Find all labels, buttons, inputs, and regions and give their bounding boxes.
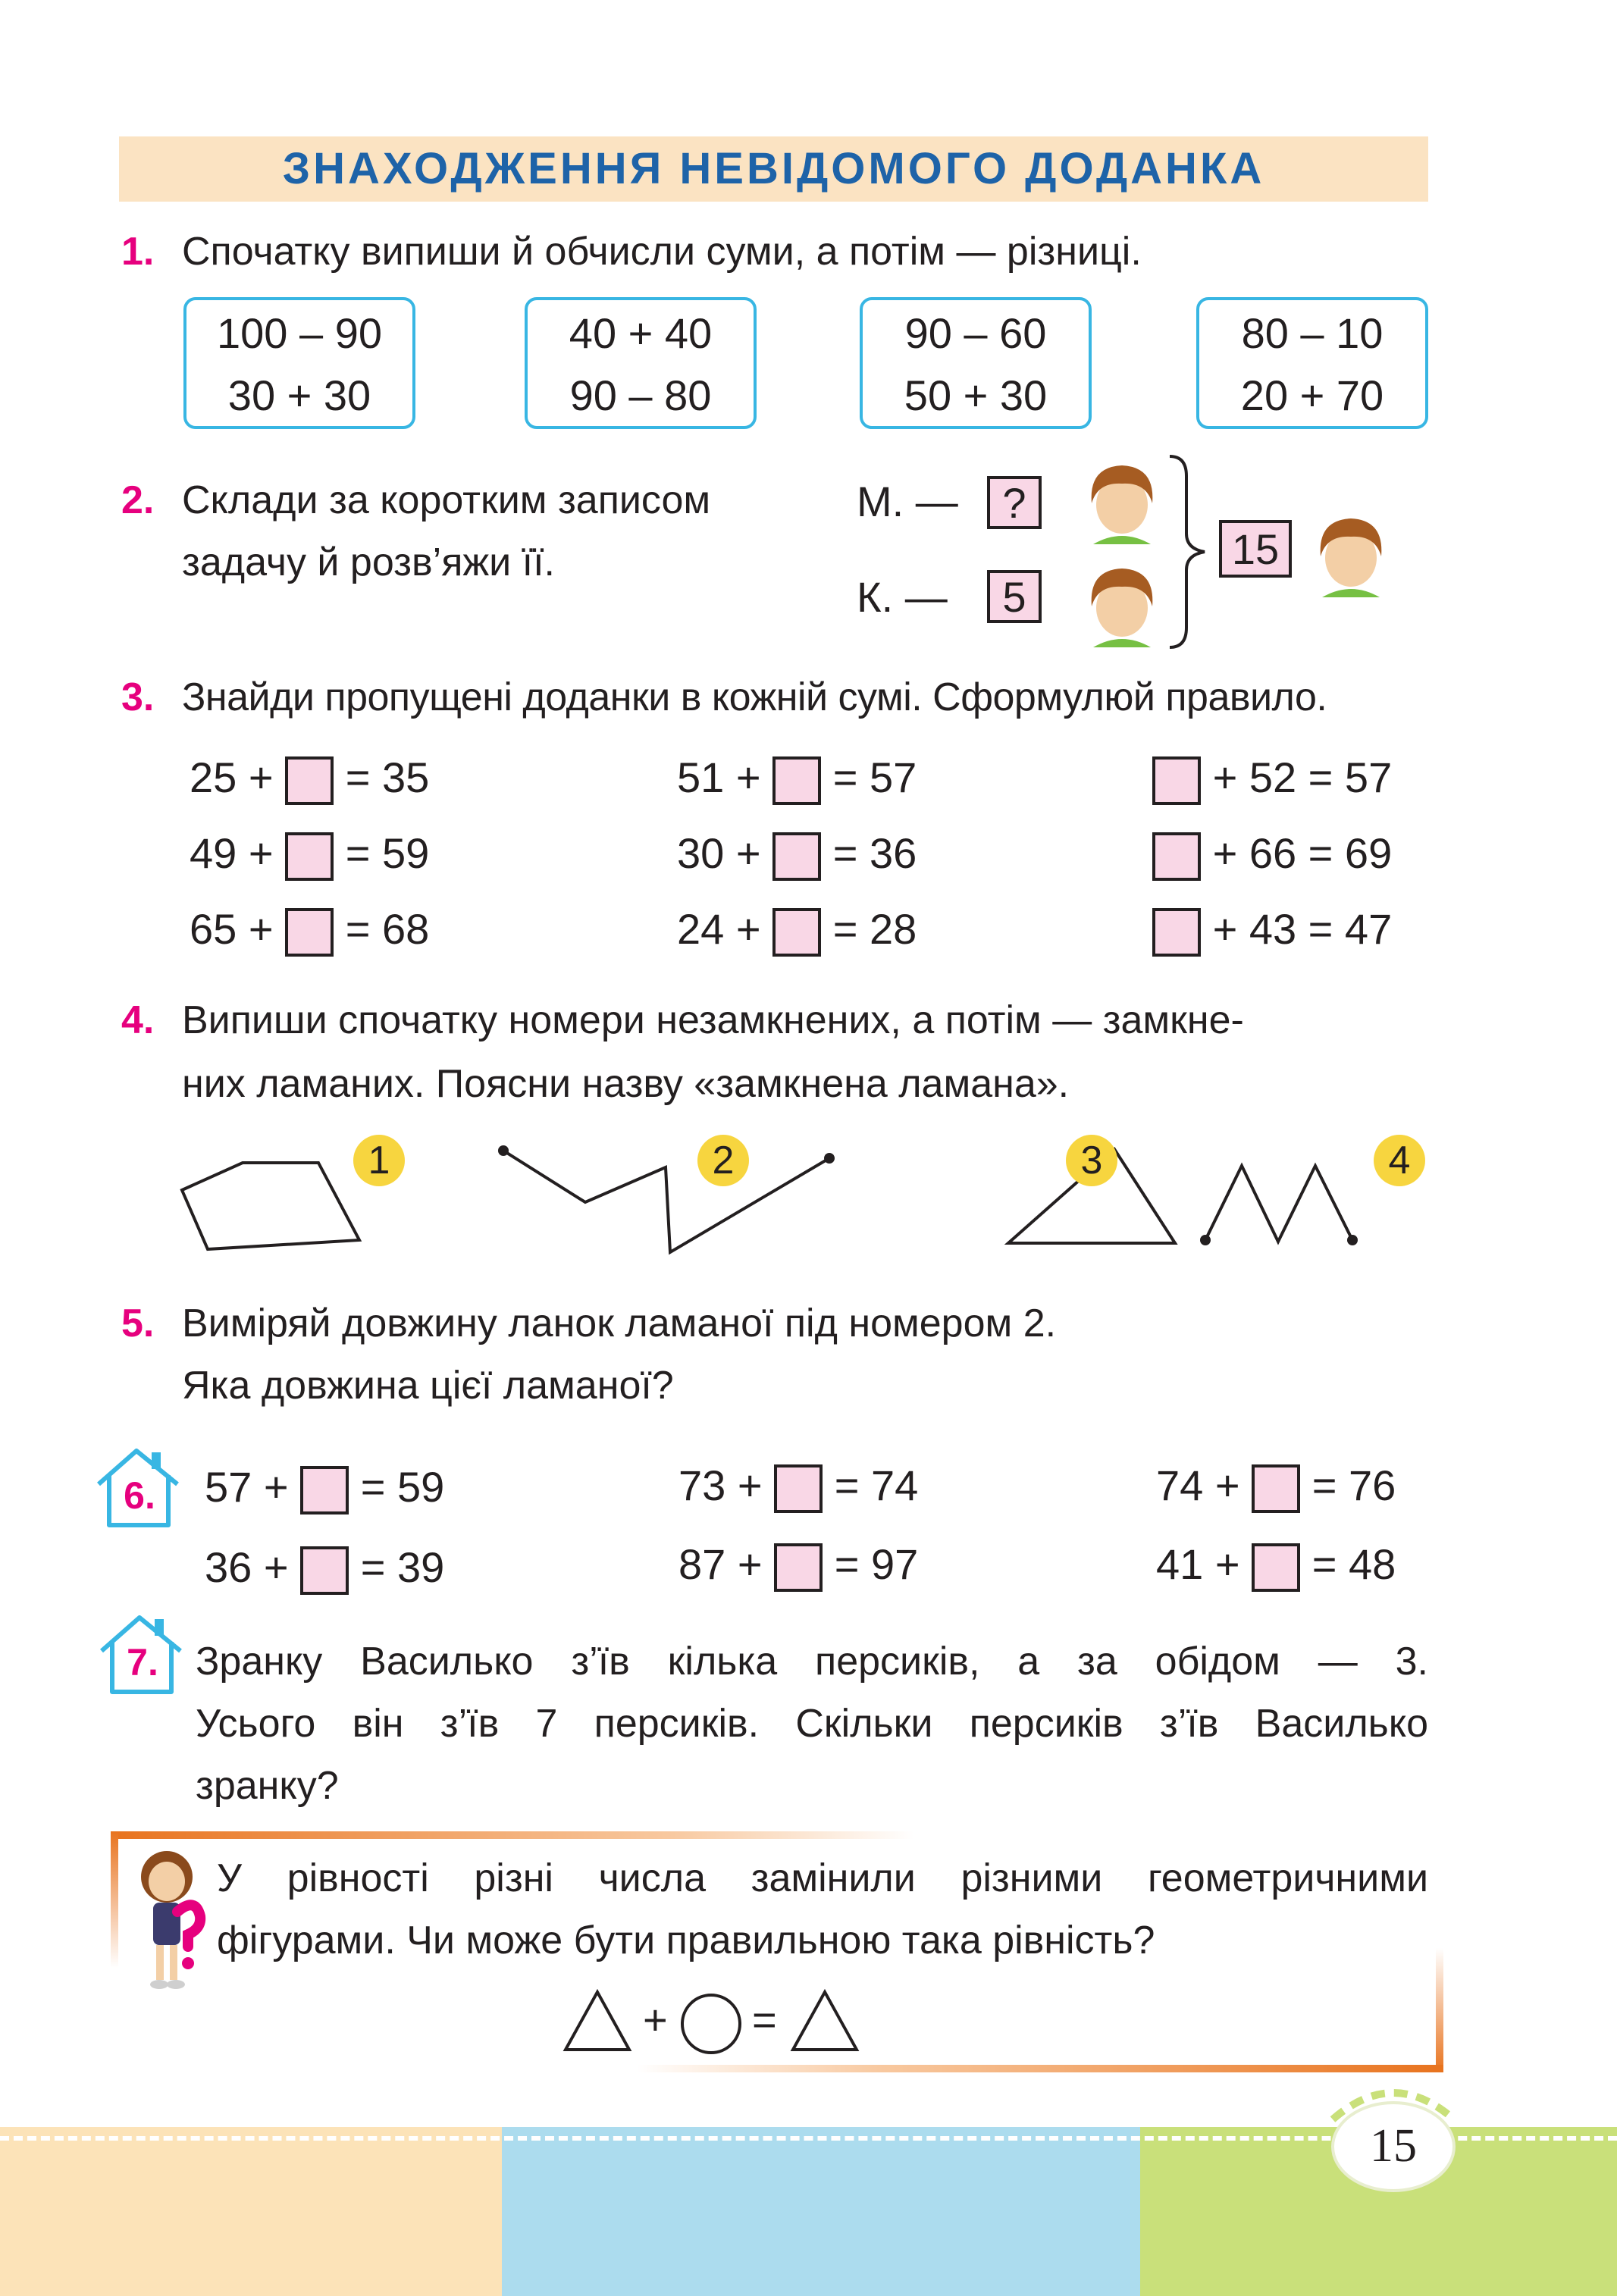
equation-left: 49 + bbox=[190, 829, 274, 877]
plus-sign: + bbox=[643, 1996, 668, 2044]
answer-box[interactable] bbox=[772, 832, 821, 881]
equation bbox=[677, 816, 917, 891]
equation-left: 36 + bbox=[205, 1543, 289, 1591]
answer-box[interactable] bbox=[774, 1464, 823, 1513]
task2-line2: задачу й розв’яжи її. bbox=[182, 540, 555, 584]
expression: 100 – 90 bbox=[217, 309, 382, 357]
equation-right: = 74 bbox=[834, 1461, 919, 1509]
open-polyline-2 bbox=[503, 1151, 829, 1252]
equation bbox=[1156, 1448, 1396, 1524]
equation-right: = 76 bbox=[1311, 1461, 1396, 1509]
closed-polyline-1 bbox=[182, 1163, 359, 1249]
equation-right: = 59 bbox=[360, 1463, 445, 1511]
expression: 90 – 60 bbox=[904, 309, 1047, 357]
equation-left: 51 + bbox=[677, 753, 761, 801]
task4-line2: них ламаних. Поясни назву «замкнена ламана». bbox=[182, 1062, 1070, 1106]
answer-box[interactable] bbox=[1152, 756, 1201, 805]
equation-left: 65 + bbox=[190, 905, 274, 953]
equation bbox=[205, 1449, 444, 1525]
task4-line1: Випиши спочатку номери незамкнених, а потім — замкне- bbox=[182, 998, 1244, 1042]
footer-band-blue bbox=[502, 2127, 1140, 2296]
task3-column-1 bbox=[190, 740, 429, 967]
puzzle-frame-top bbox=[111, 1831, 914, 1839]
equation-right: = 48 bbox=[1311, 1540, 1396, 1588]
task7-line1: Зранку Василько з’їв кілька персиків, а за обідом — 3. bbox=[196, 1640, 1428, 1684]
total-box: 15 bbox=[1219, 520, 1292, 578]
answer-box[interactable] bbox=[1252, 1464, 1300, 1513]
answer-box[interactable] bbox=[285, 832, 334, 881]
expression-box-1 bbox=[183, 297, 415, 429]
figure-badge-1: 1 bbox=[353, 1135, 405, 1186]
equation-right: = 57 bbox=[832, 753, 917, 801]
equation-right: = 39 bbox=[360, 1543, 445, 1591]
task3-number: 3. bbox=[121, 675, 155, 719]
task3-column-3 bbox=[1152, 740, 1392, 967]
equation-left: 25 + bbox=[190, 753, 274, 801]
puzzle-line2: фігурами. Чи може бути правильною така рівність? bbox=[217, 1919, 1155, 1962]
equation bbox=[1152, 740, 1392, 816]
equation bbox=[1156, 1527, 1396, 1602]
answer-box[interactable] bbox=[1152, 832, 1201, 881]
m-label: М. — bbox=[857, 478, 958, 525]
puzzle-frame-right bbox=[1436, 1948, 1443, 2072]
figure-badge-2: 2 bbox=[697, 1135, 749, 1186]
equation bbox=[677, 891, 917, 967]
equation bbox=[190, 740, 429, 816]
open-polyline-4 bbox=[1205, 1166, 1352, 1242]
expression-box-2 bbox=[525, 297, 757, 429]
puzzle-frame-bottom bbox=[637, 2065, 1443, 2072]
equation-right: = 59 bbox=[345, 829, 430, 877]
equals-sign: = bbox=[752, 1996, 777, 2044]
equation bbox=[190, 891, 429, 967]
puzzle-line1: У рівності різні числа замінили різними геометричними bbox=[217, 1856, 1428, 1900]
task5-number: 5. bbox=[121, 1301, 155, 1345]
equation-left: 73 + bbox=[678, 1461, 763, 1509]
equation bbox=[1152, 891, 1392, 967]
k-value-box: 5 bbox=[987, 570, 1042, 623]
equation-left: 30 + bbox=[677, 829, 761, 877]
answer-box[interactable] bbox=[285, 908, 334, 957]
equation-right: + 52 = 57 bbox=[1212, 753, 1393, 801]
footer-band-peach bbox=[0, 2127, 502, 2296]
answer-box[interactable] bbox=[772, 908, 821, 957]
expression: 40 + 40 bbox=[569, 309, 713, 357]
equation bbox=[677, 740, 917, 816]
equation-left: 74 + bbox=[1156, 1461, 1240, 1509]
task4-number: 4. bbox=[121, 998, 155, 1042]
girl-question-icon bbox=[127, 1843, 211, 1995]
circle-icon bbox=[679, 1992, 743, 2056]
task6-number: 6. bbox=[124, 1474, 155, 1517]
triangle-icon bbox=[561, 1986, 634, 2054]
task1-text: Спочатку випиши й обчисли суми, а потім — різниці. bbox=[182, 230, 1142, 274]
brace-icon bbox=[1164, 453, 1217, 650]
answer-box[interactable] bbox=[772, 756, 821, 805]
equation-right: = 36 bbox=[832, 829, 917, 877]
boy-face-icon bbox=[1076, 558, 1167, 649]
equation-right: = 28 bbox=[832, 905, 917, 953]
equation-left: 41 + bbox=[1156, 1540, 1240, 1588]
task3-text: Знайди пропущені доданки в кожній сумі. Сформулюй правило. bbox=[182, 675, 1327, 719]
answer-box[interactable] bbox=[774, 1543, 823, 1592]
equation-right: = 35 bbox=[345, 753, 430, 801]
equation bbox=[190, 816, 429, 891]
equation bbox=[678, 1527, 918, 1602]
expression: 50 + 30 bbox=[904, 371, 1048, 419]
equation-left: 57 + bbox=[205, 1463, 289, 1511]
task7-line3: зранку? bbox=[196, 1764, 339, 1808]
k-label: К. — bbox=[857, 573, 948, 621]
expression-box-3 bbox=[860, 297, 1092, 429]
boy-face-icon bbox=[1076, 455, 1167, 546]
triangle-icon bbox=[788, 1986, 861, 2054]
equation-left: 87 + bbox=[678, 1540, 763, 1588]
answer-box[interactable] bbox=[300, 1466, 349, 1514]
equation-left: 24 + bbox=[677, 905, 761, 953]
task1-number: 1. bbox=[121, 230, 155, 274]
page-title: ЗНАХОДЖЕННЯ НЕВІДОМОГО ДОДАНКА bbox=[282, 144, 1265, 193]
answer-box[interactable] bbox=[1252, 1543, 1300, 1592]
task7-line2: Усього він з’їв 7 персиків. Скільки персиків з’їв Василько bbox=[196, 1702, 1428, 1746]
answer-box[interactable] bbox=[285, 756, 334, 805]
boy-face-icon bbox=[1305, 508, 1396, 599]
task5-line2: Яка довжина цієї ламаної? bbox=[182, 1364, 674, 1408]
expression: 30 + 30 bbox=[227, 371, 371, 419]
puzzle-frame-left bbox=[111, 1831, 118, 1968]
equation bbox=[678, 1448, 918, 1524]
expression: 90 – 80 bbox=[569, 371, 712, 419]
equation-right: = 68 bbox=[345, 905, 430, 953]
task3-column-2 bbox=[677, 740, 917, 967]
task5-line1: Виміряй довжину ланок ламаної під номером 2. bbox=[182, 1301, 1057, 1345]
expression: 80 – 10 bbox=[1241, 309, 1384, 357]
answer-box[interactable] bbox=[300, 1546, 349, 1595]
m-unknown-box: ? bbox=[987, 476, 1042, 529]
answer-box[interactable] bbox=[1152, 908, 1201, 957]
figure-badge-3: 3 bbox=[1066, 1135, 1117, 1186]
equation-right: = 97 bbox=[834, 1540, 919, 1588]
equation bbox=[205, 1530, 444, 1605]
figure-badge-4: 4 bbox=[1374, 1135, 1425, 1186]
equation bbox=[1152, 816, 1392, 891]
task2-line1: Склади за коротким записом bbox=[182, 478, 711, 522]
equation-right: + 66 = 69 bbox=[1212, 829, 1393, 877]
task2-number: 2. bbox=[121, 478, 155, 522]
equation-right: + 43 = 47 bbox=[1212, 905, 1393, 953]
expression-box-4 bbox=[1196, 297, 1428, 429]
page-number: 15 bbox=[1370, 2120, 1417, 2172]
expression: 20 + 70 bbox=[1240, 371, 1384, 419]
task7-number: 7. bbox=[127, 1641, 158, 1684]
